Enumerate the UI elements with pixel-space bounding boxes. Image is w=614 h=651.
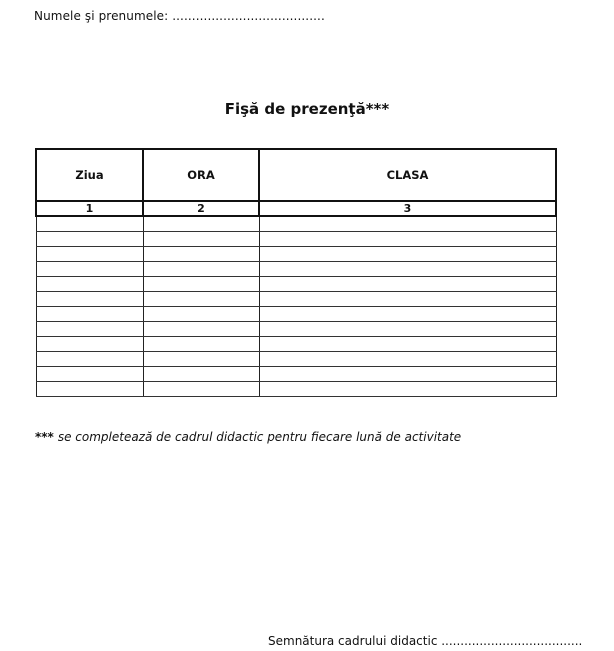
column-number-3: 3 bbox=[259, 201, 556, 216]
table-cell[interactable] bbox=[143, 307, 259, 322]
table-row bbox=[36, 232, 556, 247]
table-row bbox=[36, 216, 556, 232]
table-row bbox=[36, 262, 556, 277]
table-row bbox=[36, 337, 556, 352]
column-number-1: 1 bbox=[36, 201, 143, 216]
table-cell[interactable] bbox=[259, 292, 556, 307]
table-cell[interactable] bbox=[36, 216, 143, 232]
table-row bbox=[36, 382, 556, 397]
table-cell[interactable] bbox=[143, 337, 259, 352]
table-cell[interactable] bbox=[36, 307, 143, 322]
table-cell[interactable] bbox=[143, 277, 259, 292]
table-cell[interactable] bbox=[36, 247, 143, 262]
table-cell[interactable] bbox=[259, 277, 556, 292]
table-row bbox=[36, 307, 556, 322]
table-cell[interactable] bbox=[259, 322, 556, 337]
table-cell[interactable] bbox=[143, 262, 259, 277]
table-cell[interactable] bbox=[36, 367, 143, 382]
table-cell[interactable] bbox=[259, 337, 556, 352]
footnote bbox=[35, 430, 461, 444]
table-cell[interactable] bbox=[259, 367, 556, 382]
column-header-ora: ORA bbox=[143, 149, 259, 201]
table-row bbox=[36, 247, 556, 262]
table-cell[interactable] bbox=[36, 322, 143, 337]
table-cell[interactable] bbox=[259, 307, 556, 322]
table-cell[interactable] bbox=[36, 292, 143, 307]
table-cell[interactable] bbox=[259, 232, 556, 247]
table-row bbox=[36, 322, 556, 337]
table-row bbox=[36, 277, 556, 292]
table-cell[interactable] bbox=[259, 352, 556, 367]
column-header-clasa: CLASA bbox=[259, 149, 556, 201]
table-cell[interactable] bbox=[143, 352, 259, 367]
table-cell[interactable] bbox=[36, 352, 143, 367]
table-cell[interactable] bbox=[143, 322, 259, 337]
name-field-label: Numele şi prenumele: ....................................... bbox=[34, 9, 325, 23]
table-cell[interactable] bbox=[143, 292, 259, 307]
table-cell[interactable] bbox=[36, 277, 143, 292]
column-number-2: 2 bbox=[143, 201, 259, 216]
table-cell[interactable] bbox=[143, 367, 259, 382]
table-cell[interactable] bbox=[259, 262, 556, 277]
table-cell[interactable] bbox=[36, 337, 143, 352]
page-title: Fişă de prezenţă*** bbox=[224, 100, 390, 118]
attendance-table bbox=[35, 148, 557, 397]
table-cell[interactable] bbox=[36, 382, 143, 397]
column-header-ziua: Ziua bbox=[36, 149, 143, 201]
table-cell[interactable] bbox=[259, 247, 556, 262]
table-cell[interactable] bbox=[143, 382, 259, 397]
table-cell[interactable] bbox=[143, 247, 259, 262]
table-row bbox=[36, 352, 556, 367]
table-cell[interactable] bbox=[143, 216, 259, 232]
table-cell[interactable] bbox=[259, 382, 556, 397]
footnote-stars: *** bbox=[35, 430, 54, 444]
table-cell[interactable] bbox=[143, 232, 259, 247]
table-cell[interactable] bbox=[36, 262, 143, 277]
table-row bbox=[36, 367, 556, 382]
column-number-row bbox=[36, 201, 556, 216]
table-cell[interactable] bbox=[259, 216, 556, 232]
table-row bbox=[36, 292, 556, 307]
footnote-text: se completează de cadrul didactic pentru fiecare lună de activitate bbox=[57, 430, 462, 444]
signature-line: Semnătura cadrului didactic ..................................... bbox=[268, 634, 583, 648]
table-header-row bbox=[36, 149, 556, 201]
table-cell[interactable] bbox=[36, 232, 143, 247]
